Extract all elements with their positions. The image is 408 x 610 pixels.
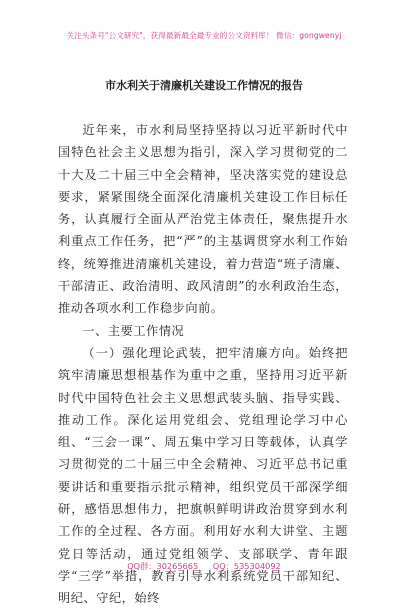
footer-qq-group: QQ群：30265665 bbox=[127, 561, 199, 571]
intro-paragraph: 近年来，市水利局坚持坚持以习近平新时代中国特色社会主义思想为指引，深入学习贯彻党的二十大及二十届三中全会精神，坚决落实党的建设总要求，紧紧围绕全面深化清廉机关建设工作目标任务，认真履行全面从严治党主体责任，聚焦提升水利重点工作任务，把“严”的主基调贯穿水利工作始终，统筹推进清廉机关建设，着力营造“班子清廉、干部清正、政治清明、政风清朗”的水利政治生态，推动各项水利工作稳步向前。 bbox=[58, 123, 348, 316]
footer-qq-number: QQ：535304092 bbox=[212, 561, 281, 571]
section-heading: 一、主要工作情况 bbox=[82, 323, 185, 338]
document-title: 市水利关于清廉机关建设工作情况的报告 bbox=[105, 79, 303, 92]
footer-contact bbox=[0, 561, 408, 572]
document-body bbox=[58, 119, 348, 610]
header-promo-note: 关注头条号"公文研究"，获得最新最全最专业的公文资料库！ 微信：gongwenyj bbox=[66, 31, 342, 40]
section-paragraph: （一）强化理论武装，把牢清廉方向。始终把筑牢清廉思想根基作为重中之重，坚持用习近平新时代中国特色社会主义思想武装头脑、指导实践、推动工作。深化运用党组会、党组理论学习中心组、“三会一课”、周五集中学习日等载体，认真学习贯彻党的二十届三中全会精神、习近平总书记重要讲话和重要指示批示精神，组织党员干部深学细研，感悟思想伟力，把旗帜鲜明讲政治贯穿到水利工作的全过程、各方面。利用好水利大讲堂、主题党日等活动，通过党组领学、支部联学、青年跟学“三学”举措，教育引导水利系统党员干部知纪、明纪、守纪，始终 bbox=[58, 345, 348, 606]
